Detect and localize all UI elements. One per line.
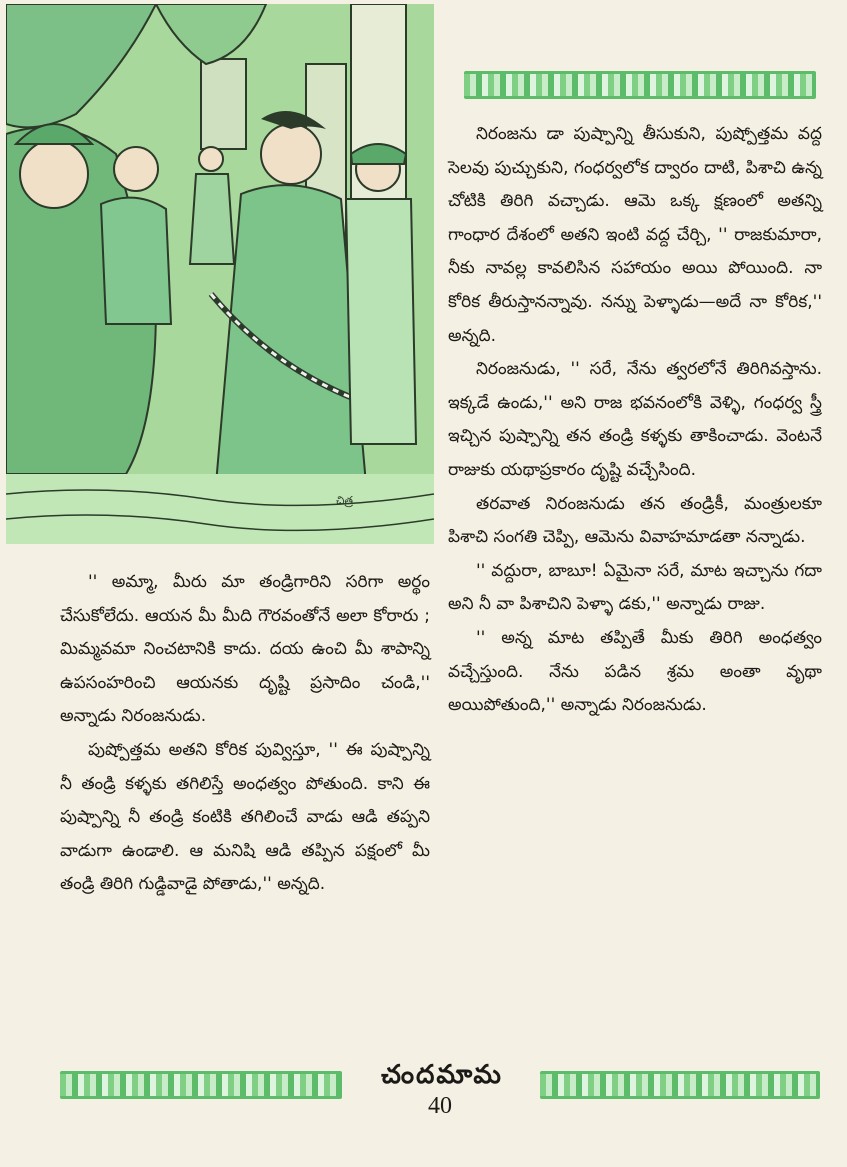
artist-signature: చిత్ర xyxy=(336,494,353,507)
paragraph: '' వద్దురా, బాబూ! ఏమైనా సరే, మాట ఇచ్చాను గదా అని నీ వా పిశాచిని పెళ్ళా డకు,'' అన్నాడు రాజు. xyxy=(448,560,822,615)
page-number: 40 xyxy=(428,1093,452,1119)
right-text-column xyxy=(448,118,822,723)
paragraph: నిరంజను డా పుష్పాన్ని తీసుకుని, పుష్పోత్తమ వద్ద సెలవు పుచ్చుకుని, గంధర్వలోక ద్వారం దాటి, పిశాచి ఉన్న చోటికి తిరిగి వచ్చాడు. ఆమె ఒక్క క్షణంలో అతన్ని గాంధార దేశంలో అతని ఇంటి వద్ద చేర్చి, '' రాజకుమారా, నీకు నావల్ల కావలిసిన సహాయం అయి పోయింది. నా కోరిక తీరుస్తానన్నావు. నన్ను పెళ్ళాడు—అదే నా కోరిక,'' అన్నది. xyxy=(448,124,822,346)
illustration-drawing xyxy=(6,4,434,544)
decorative-border-top xyxy=(464,71,816,99)
decorative-border-footer-right xyxy=(540,1071,820,1099)
story-illustration xyxy=(6,4,434,544)
paragraph: తరవాత నిరంజనుడు తన తండ్రికీ, మంత్రులకూ పిశాచి సంగతి చెప్పి, ఆమెను వివాహమాడతా నన్నాడు. xyxy=(448,493,822,548)
magazine-title: చందమామ xyxy=(381,1060,503,1090)
left-text-column xyxy=(60,566,430,902)
paragraph: '' అన్న మాట తప్పితే మీకు తిరిగి అంధత్వం వచ్చేస్తుంది. నేను పడిన శ్రమ అంతా వృథా అయిపోతుంది,'' అన్నాడు నిరంజనుడు. xyxy=(448,627,822,716)
paragraph: నిరంజనుడు, '' సరే, నేను త్వరలోనే తిరిగివస్తాను. ఇక్కడే ఉండు,'' అని రాజ భవనంలోకి వెళ్ళి, గంధర్వ స్త్రీ ఇచ్చిన పుష్పాన్ని తన తండ్రి కళ్ళకు తాకించాడు. వెంటనే రాజుకు యథాప్రకారం దృష్టి వచ్చేసింది. xyxy=(448,359,822,480)
paragraph: '' అమ్మా, మీరు మా తండ్రిగారిని సరిగా అర్థం చేసుకోలేదు. ఆయన మీ మీది గౌరవంతోనే అలా కోరారు ; మిమ్మవమా నించటానికి కాదు. దయ ఉంచి మీ శాపాన్ని ఉపసంహరించి ఆయనకు దృష్టి ప్రసాదిం చండి,'' అన్నాడు నిరంజనుడు. xyxy=(60,572,430,727)
paragraph: పుష్పోత్తమ అతని కోరిక పువ్విస్తూ, '' ఈ పుష్పాన్ని నీ తండ్రి కళ్ళకు తగిలిస్తే అంధత్వం పోతుంది. కాని ఈ పుష్పాన్ని నీ తండ్రి కంటికి తగిలించే వాడు ఆడి తప్పని వాడుగా ఉండాలి. ఆ మనిషి ఆడి తప్పిన పక్షంలో మీ తండ్రి తిరిగి గుడ్డివాడై పోతాడు,'' అన్నది. xyxy=(60,739,430,895)
decorative-border-footer-left xyxy=(60,1071,342,1099)
